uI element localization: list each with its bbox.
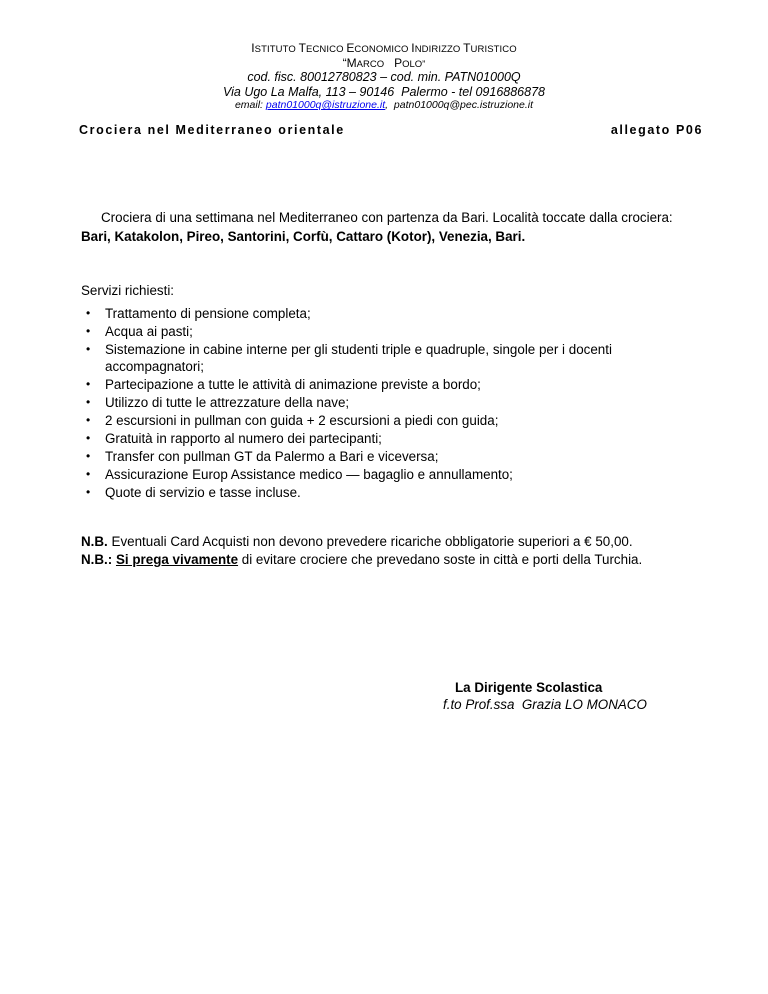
email-pec: patn01000q@pec.istruzione.it <box>393 99 534 111</box>
note-text: Eventuali Card Acquisti non devono prevedere ricariche obbligatorie superiori a € 50,00. <box>107 534 633 549</box>
signature-role: La Dirigente Scolastica <box>455 680 603 695</box>
school-name-part: STITUTO <box>254 44 299 55</box>
school-name <box>0 41 768 55</box>
intro-text: Crociera di una settimana nel Mediterraneo con partenza da Bari. Località toccate dalla crociera: <box>101 210 673 225</box>
email-line <box>0 99 768 111</box>
school-motto-part: OLO” <box>402 59 426 70</box>
note-card-acquisti <box>81 534 633 549</box>
list-item: • 2 escursioni in pullman con guida + 2 escursioni a piedi con guida; <box>81 412 681 429</box>
note-turchia <box>81 552 642 567</box>
school-name-part: T <box>298 41 307 55</box>
email-primary-link[interactable]: patn01000q@istruzione.it <box>265 99 386 111</box>
address-line: Via Ugo La Malfa, 113 – 90146 Palermo - tel 0916886878 <box>223 85 545 99</box>
school-name-part: T <box>463 41 471 55</box>
school-motto-part: P <box>384 56 403 70</box>
school-name-part: I <box>411 41 415 55</box>
list-item: • Transfer con pullman GT da Palermo a Bari e viceversa; <box>81 448 681 465</box>
services-list <box>81 305 681 502</box>
list-item: • Trattamento di pensione completa; <box>81 305 681 322</box>
subject-title: Crociera nel Mediterraneo orientale <box>79 123 345 137</box>
intro-places: Bari, Katakolon, Pireo, Santorini, Corfù, Cattaro (Kotor), Venezia, Bari. <box>81 229 526 244</box>
signature-name: f.to Prof.ssa Grazia LO MONACO <box>443 697 647 712</box>
list-item: • Utilizzo di tutte le attrezzature della nave; <box>81 394 681 411</box>
note-emphasis: Si prega vivamente <box>115 552 239 567</box>
school-name-part: E <box>346 41 355 55</box>
services-title: Servizi richiesti: <box>81 283 175 298</box>
email-separator: , <box>385 99 394 111</box>
intro-paragraph <box>81 208 701 246</box>
school-name-part: NDIRIZZO <box>414 44 464 55</box>
list-item: • Assicurazione Europ Assistance medico — bagaglio e annullamento; <box>81 466 681 483</box>
list-item: • Acqua ai pasti; <box>81 323 681 340</box>
subject-row <box>79 123 703 141</box>
note-text: di evitare crociere che prevedano soste in città e porti della Turchia. <box>238 552 643 567</box>
school-name-part: I <box>251 41 255 55</box>
school-name-part: ECNICO <box>306 44 347 55</box>
school-motto-part: ARCO <box>356 59 385 70</box>
email-label: email: <box>234 99 266 111</box>
note-label: N.B. <box>81 534 108 549</box>
list-item: • Quote di servizio e tasse incluse. <box>81 484 681 501</box>
attachment-code: allegato P06 <box>610 123 703 137</box>
school-name-part: CONOMICO <box>354 44 412 55</box>
school-name-part: URISTICO <box>470 44 517 55</box>
note-label: N.B.: <box>81 552 113 567</box>
school-motto <box>0 56 768 70</box>
list-item: • Gratuità in rapporto al numero dei partecipanti; <box>81 430 681 447</box>
list-item: • Sistemazione in cabine interne per gli studenti triple e quadruple, singole per i docenti accompagnatori; <box>81 341 681 375</box>
school-motto-part: “M <box>342 56 357 70</box>
list-item: • Partecipazione a tutte le attività di animazione previste a bordo; <box>81 376 681 393</box>
fiscal-code-line: cod. fisc. 80012780823 – cod. min. PATN01000Q <box>247 70 521 84</box>
